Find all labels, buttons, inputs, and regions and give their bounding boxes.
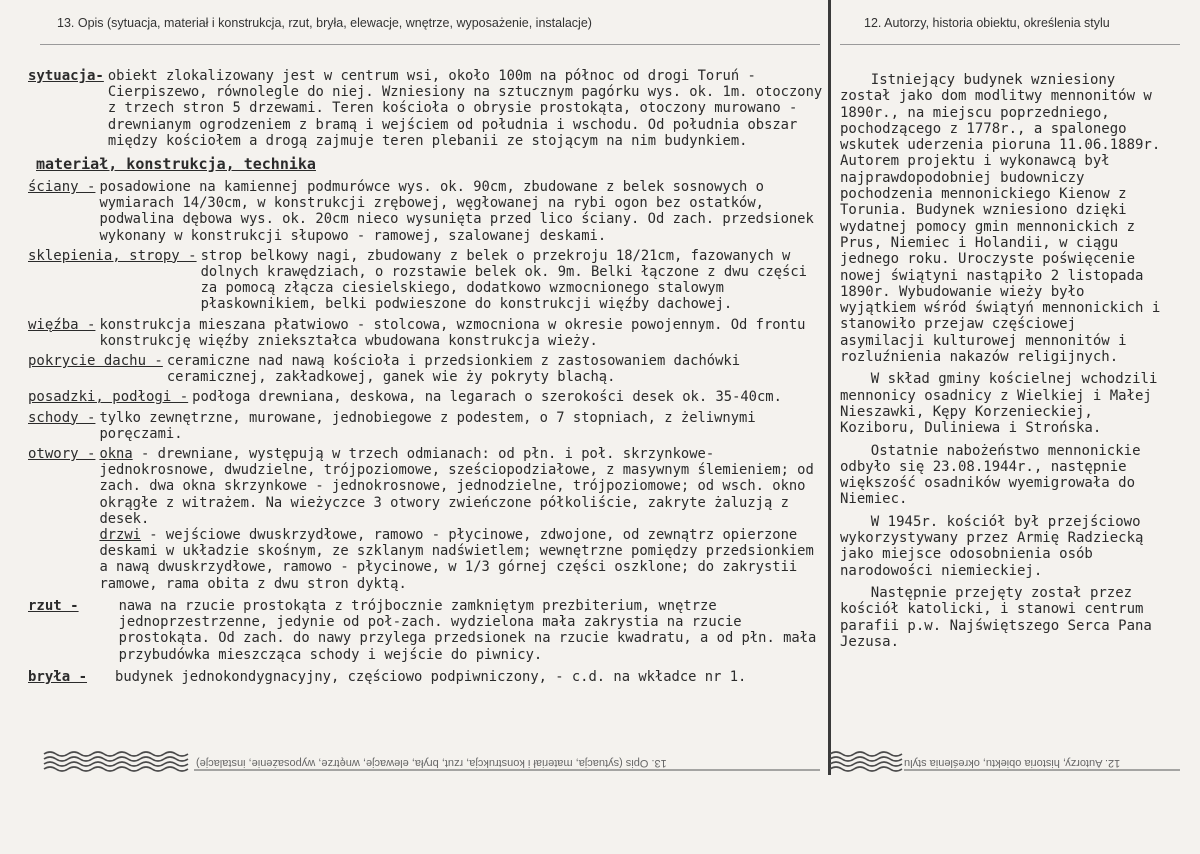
entry-rzut [28,598,828,663]
mirrored-header-right: 12. Autorzy, historia obiektu, określenia stylu [904,757,1121,769]
text-pokrycie: ceramiczne nad nawą kościoła i przedsionkiem z zastosowaniem dachówki ceramicznej, zakładkowej, ganek wie ży pokryty blachą. [166,353,741,386]
entry-pokrycie [28,353,828,385]
text-drzwi: - wejściowe dwuskrzydłowe, ramowo - płycinowe, zdwojone, od zewnątrz opierzone deskami w układzie skośnym, ze szklanym nadświetlem; wewnętrzne pomiędzy przedsionkiem a nawą dwuskrzydłowe, ramowo - płycinowe, w 1/3 górnej części oszklone; do zakrystii ramowe, rama obita z dwu stron dyktą. [99,527,814,592]
label-bryla: bryła - [28,668,88,685]
label-otwory: otwory - [28,446,96,463]
text-sciany: posadowione na kamiennej podmurówce wys. ok. 90cm, zbudowane z belek sosnowych o wymiarach 14/30cm, w konstrukcji zrębowej, węgłowanej na rybi ogon bez ostatków, podwalina dębowa wys. ok. 20cm nieco wysunięta przed lico ściany. Od zach. przedsionek wykonany w konstrukcji słupowo - ramowej, szalowanej deskami. [99,179,814,244]
label-wiezba: więźba - [28,316,96,333]
mirrored-header-left: 13. Opis (sytuacja, materiał i konstrukcja, rzut, bryła, elewacje, wnętrze, wyposażenie, instalacje) [196,757,667,769]
history-paragraph-2: W skład gminy kościelnej wchodzili mennonicy osadnicy z Wielkiej i Małej Nieszawki, Kępy Korzenieckiej, Koziboru, Duliniewa i Strońska. [840,371,1158,437]
label-sklepienia: sklepienia, stropy - [28,247,197,264]
history-paragraph-5: Następnie przejęty został przez kościół katolicki, i stanowi centrum parafii p.w. Najświętszego Serca Pana Jezusa. [840,584,1152,650]
entry-posadzki [28,389,828,405]
heading-material: materiał, konstrukcja, technika [36,155,316,174]
history-paragraph-1: Istniejący budynek wzniesiony został jako dom modlitwy mennonitów w 1890r., na miejscu poprzedniego, pochodzącego z 1778r., a spalonego wskutek uderzenia pioruna 11.06.1889r. Autorem projektu i wykonawcą był najprawdopodobniej budowniczy pochodzenia mennonickiego Kienow z Torunia. Budynek wzniesiono dzięki wydatnej pomocy gmin mennonickich z Prus, Niemiec i Holandii, w ciągu jednego roku. Uroczyste poświęcenie nowej świątyni nastąpiło 2 listopada 1890r. Wybudowanie wieży było wyjątkiem wśród świątyń mennonickich i stanowiło przejaw częściowej asymilacji kulturowej mennonitów i rozluźnienia nakazów religijnych. [840,72,1161,366]
text-otwory [95,446,828,592]
entry-bryla [28,669,828,685]
description-column [28,0,828,770]
label-sytuacja: sytuacja- [28,68,104,84]
column-divider [828,0,831,775]
label-okna: okna [99,446,133,463]
label-pokrycie: pokrycie dachu - [28,353,163,370]
history-paragraph-3: Ostatnie nabożeństwo mennonickie odbyło się 23.08.1944r., następnie większość osadników wyemigrowała do Niemiec. [840,442,1141,508]
entry-schody [28,410,828,442]
label-posadzki: posadzki, podłogi - [28,389,189,406]
label-sciany: ściany - [28,179,96,196]
text-sklepienia: strop belkowy nagi, zbudowany z belek o przekroju 18/21cm, fazowanych w dolnych krawędziach, o rozstawie belek ok. 9m. Belki łączone z dwu części za pomocą złącza ciesielskiego, dodatkowo wzmocnionego stalowym płaskownikiem, belki podwieszone do konstrukcji więźby dachowej. [200,247,807,313]
entry-otwory [28,446,828,592]
label-schody: schody - [28,409,96,426]
description-entries [28,68,828,689]
header-right: 12. Autorzy, historia obiektu, określenia stylu [864,16,1110,30]
entry-sklepienia [28,248,828,313]
text-okna: - drewniane, występują w trzech odmianach: od płn. i poł. skrzynkowe-jednokrosnowe, dwudzielne, trójpoziomowe, sześciopodziałowe, z masywnym ślemieniem; od zach. dwa okna skrzynkowe - jednokrosnowe, jednodzielne, trójpoziomowe; od wsch. okno okrągłe z witrażem. Na wieżyczce 3 otwory zwieńczone półkoliście, zakryte żaluzją z desek. [99,446,814,527]
text-wiezba: konstrukcja mieszana płatwiowo - stolcowa, wzmocniona w okresie powojennym. Od frontu konstrukcję więźby zniekształca wbudowana konstrukcja wieży. [99,316,806,349]
text-bryla: budynek jednokondygnacyjny, częściowo podpiwniczony, - c.d. na wkładce nr 1. [115,668,747,685]
entry-sciany [28,179,828,244]
text-posadzki: podłoga drewniana, deskowa, na legarach o szerokości desek ok. 35-40cm. [192,389,782,406]
label-rzut: rzut - [28,597,79,614]
history-text [840,72,1168,656]
entry-sytuacja [28,68,828,149]
history-paragraph-4: W 1945r. kościół był przejściowo wykorzystywany przez Armię Radziecką jako miejsce odosobnienia osób narodowości niemieckiej. [840,513,1144,579]
text-sytuacja: obiekt zlokalizowany jest w centrum wsi, około 100m na północ od drogi Toruń - Cierpiszewo, równolegle do niej. Wzniesiony na sztucznym pagórku wys. ok. 1m. otoczony z trzech stron 5 drzewami. Teren kościoła o obrysie prostokąta, otoczony murowano - drewnianym ogrodzeniem z bramą i wejściem od południa i wschodu. Od południa obszar między kościołem a drogą zajmuje teren plebanii ze stojącym na nim budynkiem. [107,68,823,149]
text-schody: tylko zewnętrzne, murowane, jednobiegowe z podestem, o 7 stopniach, z żeliwnymi poręczami. [99,409,756,442]
entry-wiezba [28,317,828,349]
label-drzwi: drzwi [99,527,141,544]
text-rzut: nawa na rzucie prostokąta z trójbocznie zamkniętym prezbiterium, wnętrze jednoprzestrzenne, jedynie od poł-zach. wydzielona mała zakrystia na rzucie prostokąta. Od zach. do nawy przylega przedsionek na rzucie kwadratu, a od płn. mała przybudówka mieszcząca schody i wejście do piwnicy. [118,597,817,663]
header-left: 13. Opis (sytuacja, materiał i konstrukcja, rzut, bryła, elewacje, wnętrze, wyposażenie, instalacje) [57,16,592,30]
history-column [832,0,1172,770]
